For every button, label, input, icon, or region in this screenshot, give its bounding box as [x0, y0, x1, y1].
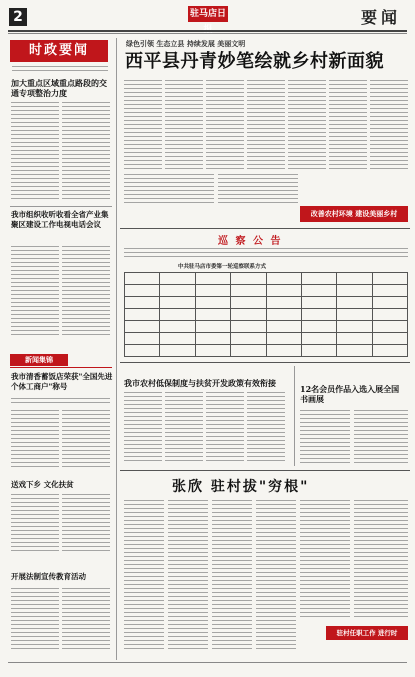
divider	[10, 206, 112, 207]
column-divider	[116, 38, 117, 660]
news-banner: 新闻集锦	[10, 354, 68, 366]
kicker-lines	[12, 66, 108, 74]
page-number: 2	[9, 8, 27, 26]
article-body	[247, 392, 285, 464]
masthead-logo: 驻马店日	[188, 6, 228, 22]
table-row	[125, 309, 408, 321]
story-headline: 西平县丹青妙笔绘就乡村新面貌	[125, 51, 384, 72]
article-body	[124, 392, 162, 464]
table-row	[125, 285, 408, 297]
middle-headline: 我市农村低保制度与扶贫开发政策有效衔接	[124, 378, 276, 388]
story-body	[124, 80, 162, 170]
header-rule-thin	[8, 33, 407, 34]
bottom-headline: 张欣 驻村拔"穷根"	[172, 479, 310, 495]
divider	[120, 228, 410, 229]
header-rule	[8, 30, 407, 32]
table-row	[125, 345, 408, 357]
article-body	[124, 500, 164, 650]
article-body	[11, 410, 59, 470]
story-body	[124, 174, 214, 204]
article-body	[206, 392, 244, 464]
divider	[120, 362, 410, 363]
story-body	[206, 80, 244, 170]
section-banner: 时政要闻	[10, 40, 108, 62]
photo-caption: 改善农村环境 建设美丽乡村	[300, 206, 408, 222]
article-headline: 送戏下乡 文化扶贫	[11, 480, 74, 489]
story-body	[165, 80, 203, 170]
notice-title: 巡 察 公 告	[218, 236, 283, 247]
table-row	[125, 297, 408, 309]
table-row	[125, 333, 408, 345]
article-body	[62, 102, 110, 202]
table-row	[125, 321, 408, 333]
article-body	[11, 246, 59, 338]
story-body	[370, 80, 408, 170]
article-body	[11, 588, 59, 650]
section-title: 要闻	[360, 8, 401, 27]
contact-table	[124, 272, 408, 357]
footer-rule	[8, 662, 407, 663]
table-row	[125, 273, 408, 285]
article-headline: 我市清香蓄饭店荣获"全国先进个体工商户"称号	[11, 372, 113, 391]
article-body	[256, 500, 296, 650]
article-body	[300, 410, 350, 466]
issue-date-line	[32, 12, 41, 16]
article-body	[165, 392, 203, 464]
article-body	[62, 588, 110, 650]
article-body	[354, 410, 408, 466]
article-body	[11, 102, 59, 202]
article-body	[212, 500, 252, 650]
article-headline: 开展法制宣传教育活动	[11, 572, 86, 581]
article-body	[11, 494, 59, 552]
side-headline: 12名会员作品入选入展全国书画展	[300, 384, 400, 404]
story-kicker: 绿色引领 生态立县 持续发展 美丽文明	[126, 40, 246, 48]
article-body	[62, 246, 110, 338]
article-headline: 加大重点区域重点路段的交通专项整治力度	[11, 78, 107, 98]
article-body	[168, 500, 208, 650]
bottom-banner: 驻村任职工作 进行时	[326, 626, 408, 640]
article-body	[62, 410, 110, 470]
divider	[120, 470, 410, 471]
article-body	[62, 494, 110, 552]
divider	[10, 367, 112, 368]
article-body	[354, 500, 408, 618]
article-headline: 我市组织收听收看全省产业集聚区建设工作电视电话会议	[11, 210, 109, 229]
story-body	[329, 80, 367, 170]
story-body	[247, 80, 285, 170]
notice-table-title: 中共驻马店市委第一轮巡察联系方式	[178, 264, 267, 270]
subhead-lines	[11, 398, 110, 403]
article-body	[300, 500, 350, 618]
column-divider	[294, 366, 295, 466]
story-body	[288, 80, 326, 170]
notice-body	[124, 248, 408, 260]
story-body	[218, 174, 298, 204]
